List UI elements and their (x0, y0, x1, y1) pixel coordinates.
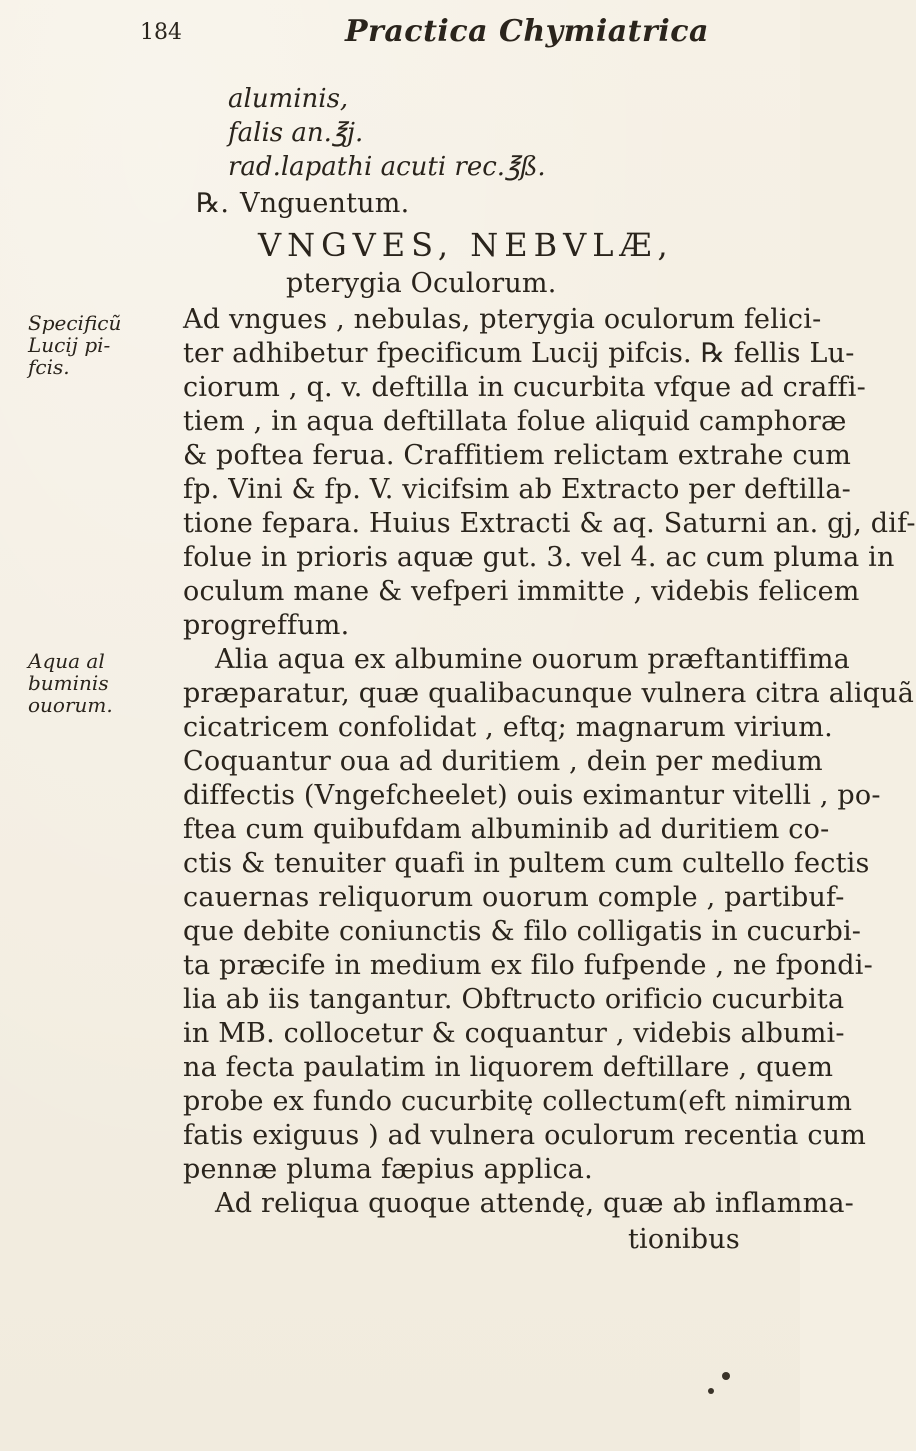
section-heading: VNGVES, NEBVLÆ, (258, 226, 674, 264)
paragraph-line: præparatur, quæ qualibacunque vulnera citra aliquã (183, 678, 915, 709)
paragraph-line: diffectis (Vngefcheelet) ouis eximantur vitelli , po- (183, 780, 881, 811)
paragraph-line: oculum mane & vefperi immitte , videbis felicem (183, 576, 860, 607)
margin-note-line: Aqua al (28, 649, 105, 673)
paragraph-line: ciorum , q. v. deftilla in cucurbita vfque ad craffi- (183, 372, 866, 403)
paragraph-line: ctis & tenuiter quafi in pultem cum cultello fectis (183, 848, 870, 879)
paragraph-line: cauernas reliquorum ouorum comple , partibuf- (183, 882, 845, 913)
paragraph-line: Ad vngues , nebulas, pterygia oculorum felici- (183, 304, 822, 335)
page-number: 184 (140, 20, 182, 45)
paragraph-line: in MB. collocetur & coquantur , videbis albumi- (183, 1018, 845, 1049)
paragraph-line: Ad reliqua quoque attendę, quæ ab inflamma- (215, 1188, 854, 1219)
paragraph-line: Alia aqua ex albumine ouorum præftantiffima (215, 644, 850, 675)
paragraph-line: ter adhibetur fpecificum Lucij pifcis. ℞ fellis Lu- (183, 338, 855, 369)
recipe-line: falis an.℥j. (228, 118, 364, 148)
paragraph-line: probe ex fundo cucurbitę collectum(eft nimirum (183, 1086, 853, 1117)
margin-note-aqua (28, 650, 113, 716)
paragraph-line: lia ab iis tangantur. Obftructo orificio cucurbita (183, 984, 845, 1015)
paragraph-line: tiem , in aqua deftillata folue aliquid camphoræ (183, 406, 847, 437)
paragraph-line: tione fepara. Huius Extracti & aq. Saturni an. gj, dif- (183, 508, 916, 539)
margin-note-line: ouorum. (28, 693, 113, 717)
paragraph-line: folue in prioris aquæ gut. 3. vel 4. ac cum pluma in (183, 542, 895, 573)
paragraph-line: cicatricem confolidat , eftq; magnarum virium. (183, 712, 833, 743)
paragraph-line: Coquantur oua ad duritiem , dein per medium (183, 746, 823, 777)
running-title: Practica Chymiatrica (345, 14, 709, 49)
recipe-marker: ℞. (196, 188, 230, 219)
paragraph-line: fp. Vini & fp. V. vicifsim ab Extracto per deftilla- (183, 474, 851, 505)
margin-note-line: fcis. (28, 355, 70, 379)
paragraph-line: pennæ pluma fæpius applica. (183, 1154, 593, 1185)
paragraph-line: progreffum. (183, 610, 350, 641)
paragraph-line: que debite coniunctis & filo colligatis in cucurbi- (183, 916, 862, 947)
margin-note-line: buminis (28, 671, 109, 695)
ink-speck (722, 1372, 730, 1380)
paragraph-line: fatis exiguus ) ad vulnera oculorum recentia cum (183, 1120, 867, 1151)
recipe-title: Vnguentum. (240, 188, 410, 219)
paragraph-line: na fecta paulatim in liquorem deftillare , quem (183, 1052, 834, 1083)
ink-speck (708, 1388, 714, 1394)
paragraph-line: ta præcife in medium ex filo fufpende , ne fpondi- (183, 950, 873, 981)
margin-note-line: Specificũ (28, 311, 122, 335)
paragraph-line: & poftea ferua. Craffitiem relictam extrahe cum (183, 440, 852, 471)
recipe-line: aluminis, (228, 84, 349, 114)
section-subheading: pterygia Oculorum. (286, 268, 557, 299)
recipe-line: rad.lapathi acuti rec.℥ß. (228, 152, 546, 182)
catchword: tionibus (628, 1224, 740, 1255)
margin-note-line: Lucij pi- (28, 333, 111, 357)
paragraph-line: ftea cum quibufdam albuminib ad duritiem co- (183, 814, 830, 845)
margin-note-specific (28, 312, 121, 378)
